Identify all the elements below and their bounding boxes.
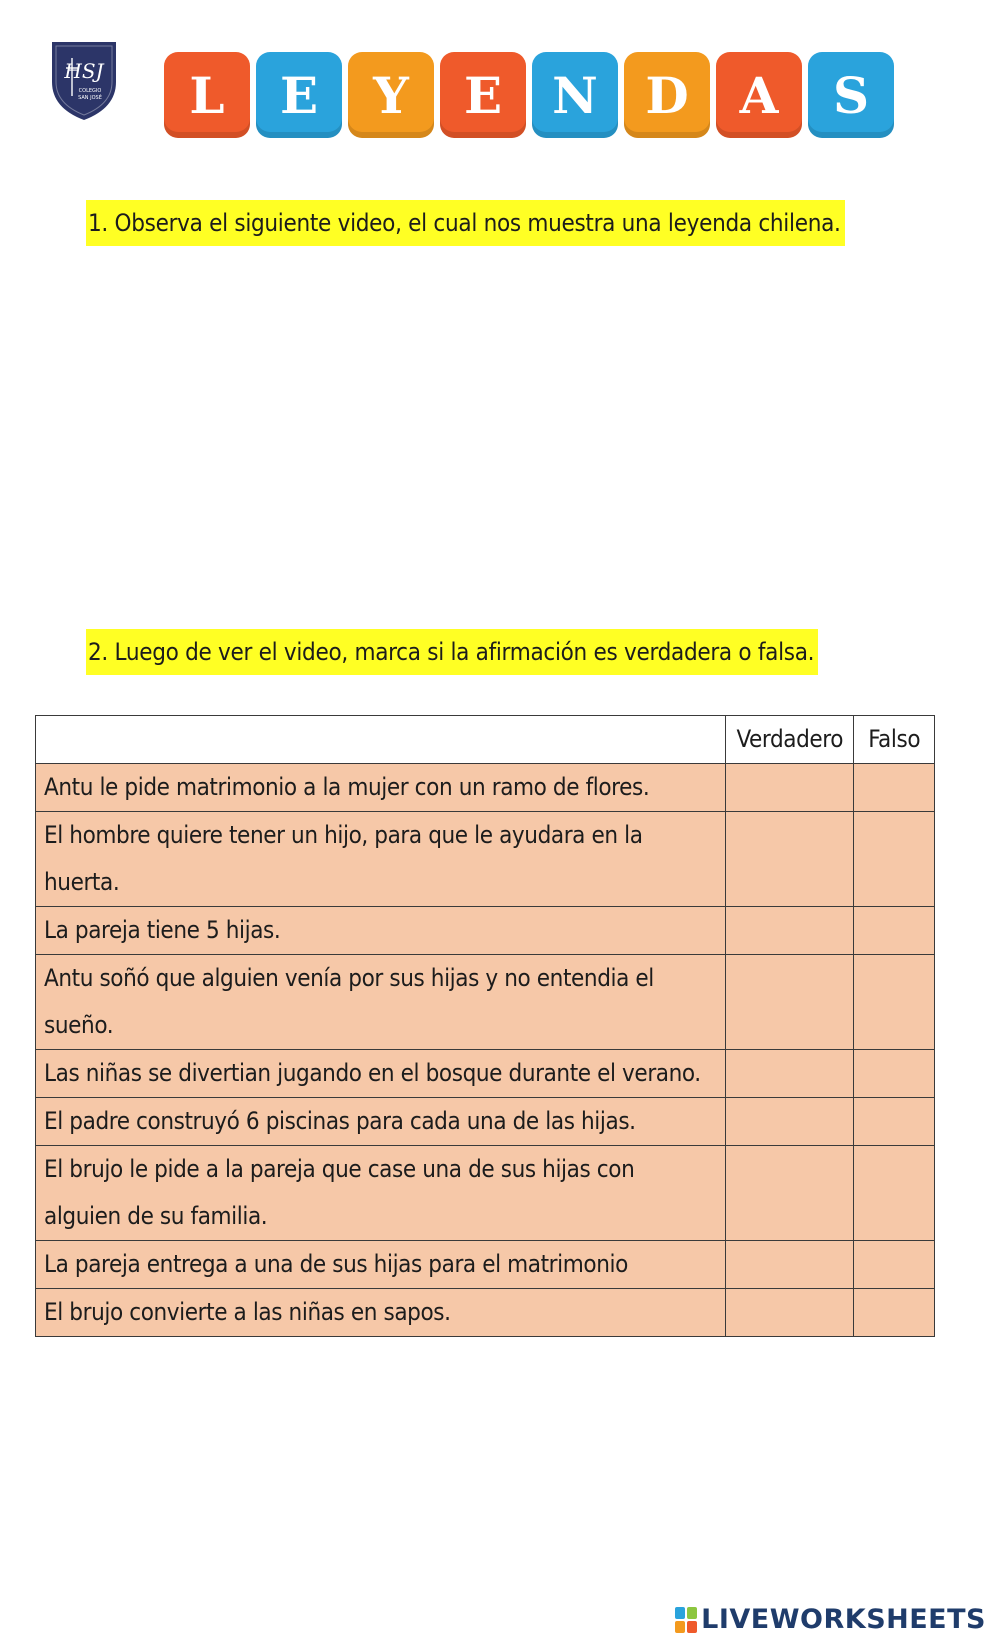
true-answer-cell[interactable] (726, 1098, 854, 1146)
title-letter-tile: Y (348, 52, 434, 138)
statement-cell: Antu soñó que alguien venía por sus hijas y no entendia el sueño. (36, 955, 726, 1050)
statement-cell: La pareja entrega a una de sus hijas para el matrimonio (36, 1241, 726, 1289)
crest-initials: HSJ (64, 59, 104, 83)
title-letter-tile: L (164, 52, 250, 138)
title-letter-tile: E (440, 52, 526, 138)
table-row (36, 764, 935, 812)
title-letter-tile: A (716, 52, 802, 138)
table-row (36, 1289, 935, 1337)
statement-cell: Las niñas se divertian jugando en el bosque durante el verano. (36, 1050, 726, 1098)
true-answer-cell[interactable] (726, 1146, 854, 1241)
false-answer-cell[interactable] (854, 955, 935, 1050)
false-answer-cell[interactable] (854, 1289, 935, 1337)
statement-cell: El hombre quiere tener un hijo, para que le ayudara en la huerta. (36, 812, 726, 907)
true-answer-cell[interactable] (726, 812, 854, 907)
table-row (36, 955, 935, 1050)
true-answer-cell[interactable] (726, 1289, 854, 1337)
true-answer-cell[interactable] (726, 1050, 854, 1098)
title-letter-tile: E (256, 52, 342, 138)
false-answer-cell[interactable] (854, 907, 935, 955)
table-row (36, 907, 935, 955)
instruction-true-false: 2. Luego de ver el video, marca si la afirmación es verdadera o falsa. (86, 629, 818, 675)
statement-cell: El brujo le pide a la pareja que case una de sus hijas con alguien de su familia. (36, 1146, 726, 1241)
title-letter-tile: D (624, 52, 710, 138)
crest-caption-2: SAN JOSÉ (78, 95, 102, 101)
true-answer-cell[interactable] (726, 955, 854, 1050)
false-answer-cell[interactable] (854, 1146, 935, 1241)
false-answer-cell[interactable] (854, 1098, 935, 1146)
statement-cell: La pareja tiene 5 hijas. (36, 907, 726, 955)
true-column-header: Verdadero (726, 716, 854, 764)
false-answer-cell[interactable] (854, 812, 935, 907)
statement-cell: El padre construyó 6 piscinas para cada una de las hijas. (36, 1098, 726, 1146)
liveworksheets-brand (675, 1604, 986, 1635)
statement-cell: El brujo convierte a las niñas en sapos. (36, 1289, 726, 1337)
false-answer-cell[interactable] (854, 1050, 935, 1098)
false-column-header: Falso (854, 716, 935, 764)
brand-name: LIVEWORKSHEETS (701, 1604, 986, 1635)
true-answer-cell[interactable] (726, 764, 854, 812)
true-answer-cell[interactable] (726, 1241, 854, 1289)
table-row (36, 812, 935, 907)
title-letter-tile: N (532, 52, 618, 138)
table-row (36, 1050, 935, 1098)
school-crest-logo (48, 36, 120, 122)
instruction-watch-video: 1. Observa el siguiente video, el cual nos muestra una leyenda chilena. (86, 200, 845, 246)
true-answer-cell[interactable] (726, 907, 854, 955)
liveworksheets-logo-icon (675, 1607, 697, 1633)
crest-caption-1: COLEGIO (78, 88, 102, 94)
title-letter-tile: S (808, 52, 894, 138)
true-false-table (35, 715, 935, 1337)
table-row (36, 1241, 935, 1289)
false-answer-cell[interactable] (854, 1241, 935, 1289)
table-row (36, 1146, 935, 1241)
statement-column-header (36, 716, 726, 764)
title-leyendas (164, 52, 894, 138)
table-row (36, 1098, 935, 1146)
statement-cell: Antu le pide matrimonio a la mujer con un ramo de flores. (36, 764, 726, 812)
table-header-row (36, 716, 935, 764)
false-answer-cell[interactable] (854, 764, 935, 812)
